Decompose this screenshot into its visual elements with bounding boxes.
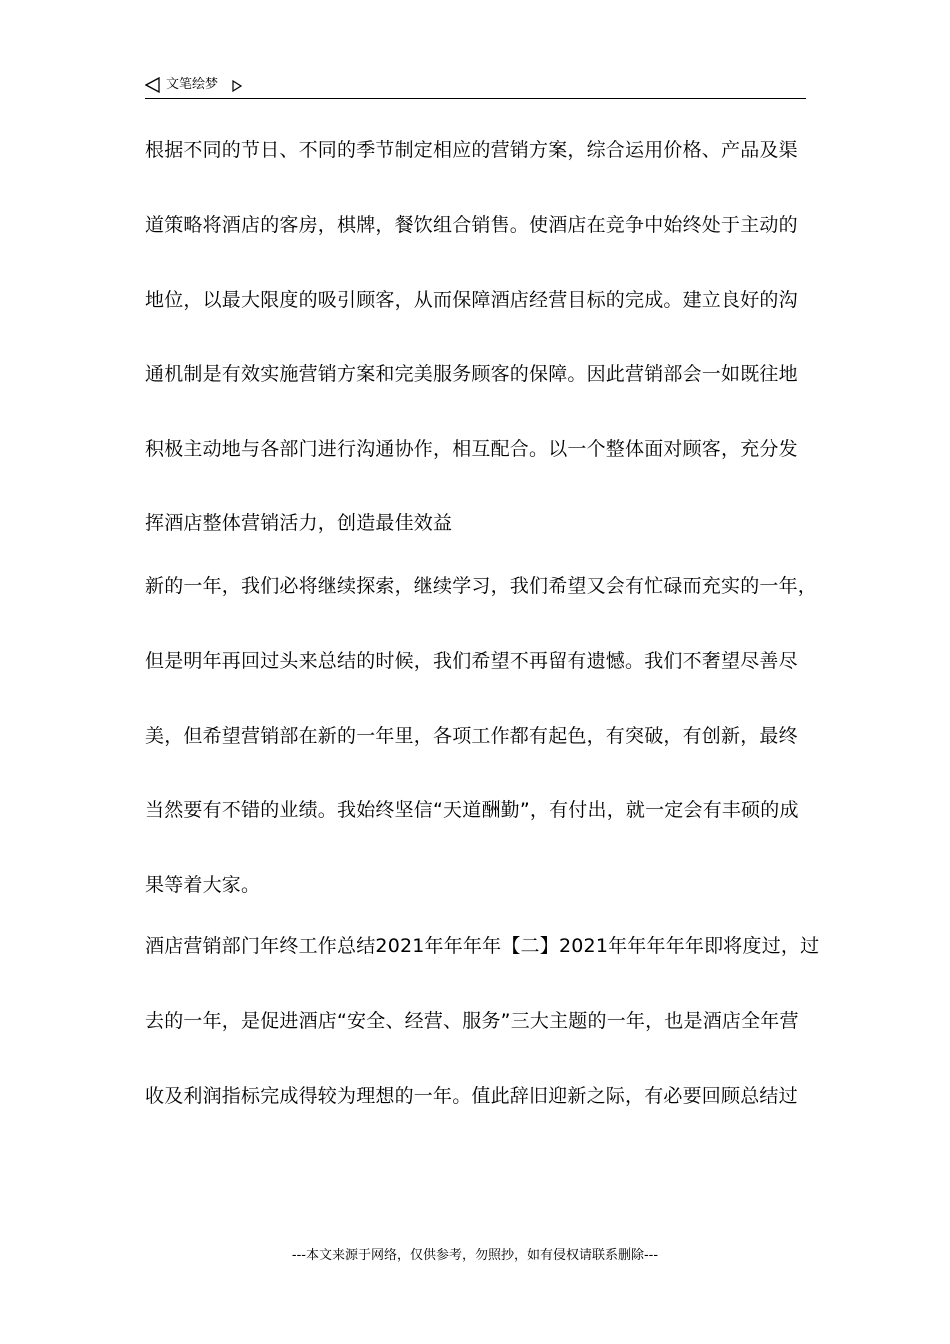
text-line: 根据不同的节日、不同的季节制定相应的营销方案，综合运用价格、产品及渠 (145, 139, 798, 161)
text-line: 收及利润指标完成得较为理想的一年。值此辞旧迎新之际，有必要回顾总结过 (145, 1085, 798, 1107)
text-line: 当然要有不错的业绩。我始终坚信“天道酬勤”，有付出，就一定会有丰硕的成 (145, 799, 799, 821)
triangle-left-icon (145, 77, 161, 97)
page-footer: ---本文来源于网络，仅供参考，勿照抄，如有侵权请联系删除--- (291, 1248, 659, 1263)
text-line: 但是明年再回过头来总结的时候，我们希望不再留有遗憾。我们不奢望尽善尽 (145, 650, 798, 672)
header-brand: 文笔绘梦 (166, 77, 219, 92)
text-line: 美，但希望营销部在新的一年里，各项工作都有起色，有突破，有创新，最终 (145, 725, 798, 747)
text-line: 挥酒店整体营销活力，创造最佳效益 (145, 512, 453, 534)
text-line: 去的一年，是促进酒店“安全、经营、服务”三大主题的一年，也是酒店全年营 (145, 1010, 799, 1032)
text-line: 地位，以最大限度的吸引顾客，从而保障酒店经营目标的完成。建立良好的沟 (145, 289, 798, 311)
text-line: 新的一年，我们必将继续探索，继续学习，我们希望又会有忙碌而充实的一年， (145, 575, 818, 597)
triangle-right-icon (231, 77, 243, 96)
text-line: 通机制是有效实施营销方案和完美服务顾客的保障。因此营销部会一如既往地 (145, 363, 798, 385)
page-header (145, 74, 806, 99)
text-line: 道策略将酒店的客房，棋牌，餐饮组合销售。使酒店在竞争中始终处于主动的 (145, 214, 798, 236)
text-line: 积极主动地与各部门进行沟通协作，相互配合。以一个整体面对顾客，充分发 (145, 438, 798, 460)
text-line: 果等着大家。 (145, 874, 261, 896)
text-line: 酒店营销部门年终工作总结2021年年年年【二】2021年年年年年即将度过，过 (145, 935, 820, 957)
